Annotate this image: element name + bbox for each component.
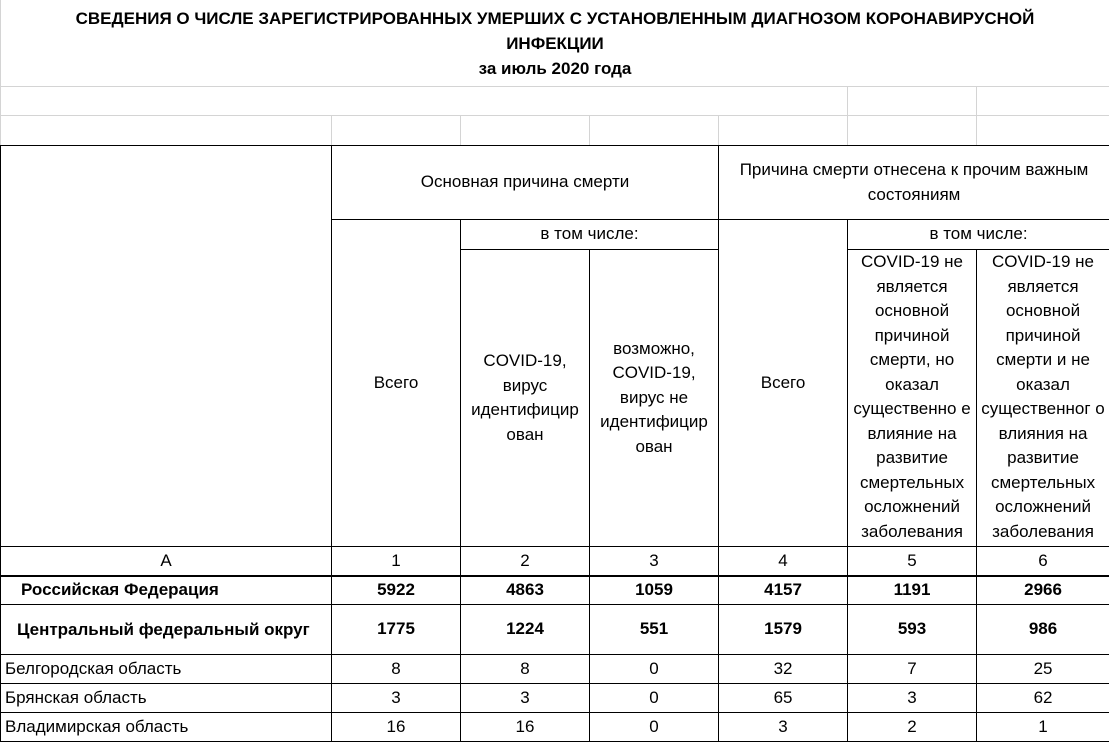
value-cell: 1191 [848, 576, 977, 605]
value-cell: 3 [719, 713, 848, 742]
grid-line [718, 115, 719, 145]
index-cell: 4 [719, 547, 848, 576]
region-name: Владимирская область [1, 713, 332, 742]
index-cell: 1 [332, 547, 461, 576]
covid-not-significant-header: COVID-19 не является основной причиной смерти и не оказал существенног о влияния на развитие смертельных осложнений заболевания [977, 250, 1109, 547]
table-row [1, 684, 1109, 713]
value-cell: 551 [590, 605, 719, 655]
value-cell: 593 [848, 605, 977, 655]
value-cell: 3 [461, 684, 590, 713]
grid-line [976, 115, 977, 145]
main-total-header: Всего [332, 220, 461, 547]
grid-line [847, 86, 848, 115]
grid-line [847, 115, 848, 145]
mortality-table [0, 145, 1109, 742]
index-cell: А [1, 547, 332, 576]
main-cause-header: Основная причина смерти [332, 146, 719, 220]
index-cell: 2 [461, 547, 590, 576]
value-cell: 986 [977, 605, 1109, 655]
value-cell: 7 [848, 655, 977, 684]
report-title [0, 0, 1109, 86]
value-cell: 62 [977, 684, 1109, 713]
grid-line [976, 86, 977, 115]
value-cell: 2966 [977, 576, 1109, 605]
index-cell: 6 [977, 547, 1109, 576]
value-cell: 8 [461, 655, 590, 684]
region-name: Центральный федеральный округ [1, 605, 332, 655]
value-cell: 1775 [332, 605, 461, 655]
table-row [1, 655, 1109, 684]
value-cell: 0 [590, 713, 719, 742]
index-cell: 5 [848, 547, 977, 576]
grid-line [331, 115, 332, 145]
main-including-header: в том числе: [461, 220, 719, 250]
value-cell: 16 [332, 713, 461, 742]
title-line-2: ИНФЕКЦИИ [1, 31, 1109, 56]
other-cause-header: Причина смерти отнесена к прочим важным состояниям [719, 146, 1109, 220]
covid-possible-header: возможно, COVID-19, вирус не идентифицир ован [590, 250, 719, 547]
grid-line [0, 86, 1109, 87]
region-header-cell [1, 146, 332, 547]
value-cell: 5922 [332, 576, 461, 605]
covid-significant-header: COVID-19 не является основной причиной смерти, но оказал существенно е влияние на развитие смертельных осложнений заболевания [848, 250, 977, 547]
value-cell: 25 [977, 655, 1109, 684]
value-cell: 16 [461, 713, 590, 742]
covid-identified-header: COVID-19, вирус идентифицир ован [461, 250, 590, 547]
table-row [1, 576, 1109, 605]
value-cell: 32 [719, 655, 848, 684]
value-cell: 4157 [719, 576, 848, 605]
index-cell: 3 [590, 547, 719, 576]
value-cell: 3 [332, 684, 461, 713]
region-name: Белгородская область [1, 655, 332, 684]
grid-line [460, 115, 461, 145]
region-name: Российская Федерация [1, 576, 332, 605]
grid-line [589, 115, 590, 145]
value-cell: 65 [719, 684, 848, 713]
value-cell: 3 [848, 684, 977, 713]
grid-line [0, 115, 1109, 116]
table-row [1, 713, 1109, 742]
value-cell: 0 [590, 684, 719, 713]
value-cell: 1224 [461, 605, 590, 655]
column-index-row [1, 547, 1109, 576]
title-line-3: за июль 2020 года [1, 56, 1109, 81]
value-cell: 1 [977, 713, 1109, 742]
grid-line [0, 86, 1, 145]
value-cell: 2 [848, 713, 977, 742]
other-including-header: в том числе: [848, 220, 1109, 250]
region-name: Брянская область [1, 684, 332, 713]
value-cell: 1579 [719, 605, 848, 655]
value-cell: 4863 [461, 576, 590, 605]
value-cell: 1059 [590, 576, 719, 605]
value-cell: 0 [590, 655, 719, 684]
value-cell: 8 [332, 655, 461, 684]
table-row [1, 605, 1109, 655]
other-total-header: Всего [719, 220, 848, 547]
title-line-1: СВЕДЕНИЯ О ЧИСЛЕ ЗАРЕГИСТРИРОВАННЫХ УМЕРШИХ С УСТАНОВЛЕННЫМ ДИАГНОЗОМ КОРОНАВИРУСНОЙ [1, 6, 1109, 31]
